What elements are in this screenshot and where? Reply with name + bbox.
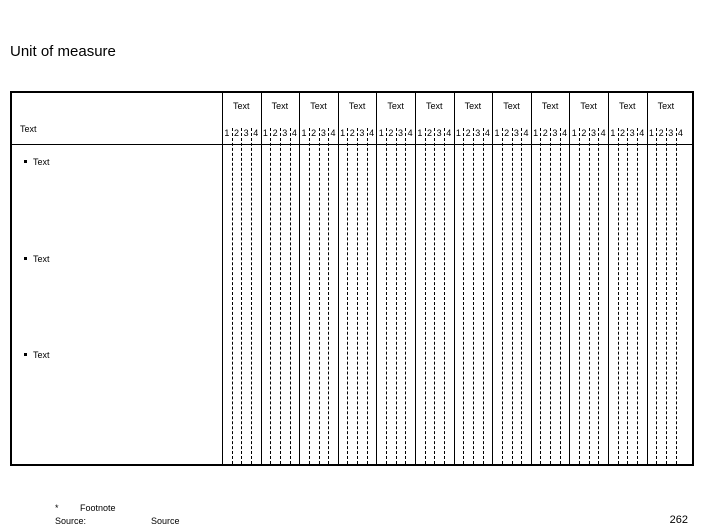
- sub-column-divider: [598, 128, 599, 464]
- sub-column-divider: [502, 128, 503, 464]
- table-row: [24, 157, 50, 167]
- column-header: Text: [541, 101, 559, 111]
- sub-column-divider: [637, 128, 638, 464]
- bullet-icon: [24, 160, 27, 163]
- row-label: Text: [33, 350, 50, 360]
- sub-column-header: 4: [523, 128, 529, 138]
- column-divider: [454, 93, 455, 464]
- table-row: [24, 350, 50, 360]
- page-number: 262: [669, 514, 688, 526]
- sub-column-header: 2: [233, 128, 239, 138]
- column-divider: [492, 93, 493, 464]
- sub-column-header: 1: [455, 128, 461, 138]
- sub-column-divider: [367, 128, 368, 464]
- sub-column-divider: [347, 128, 348, 464]
- sub-column-divider: [319, 128, 320, 464]
- sub-column-header: 3: [359, 128, 365, 138]
- sub-column-header: 1: [533, 128, 539, 138]
- sub-column-header: 2: [388, 128, 394, 138]
- sub-column-divider: [328, 128, 329, 464]
- source-line: [55, 516, 180, 526]
- source-label: Source:: [55, 516, 87, 526]
- sub-column-divider: [434, 128, 435, 464]
- sub-column-header: 4: [369, 128, 375, 138]
- sub-column-divider: [290, 128, 291, 464]
- sub-column-divider: [676, 128, 677, 464]
- column-divider: [608, 93, 609, 464]
- footnote: [55, 503, 116, 513]
- sub-column-divider: [550, 128, 551, 464]
- sub-column-header: 4: [484, 128, 490, 138]
- sub-column-header: 3: [552, 128, 558, 138]
- sub-column-header: 3: [320, 128, 326, 138]
- sub-column-divider: [473, 128, 474, 464]
- row-label: Text: [33, 254, 50, 264]
- sub-column-header: 3: [436, 128, 442, 138]
- page-title: Unit of measure: [10, 43, 116, 60]
- table-row: [24, 254, 50, 264]
- sub-column-header: 1: [378, 128, 384, 138]
- sub-column-divider: [540, 128, 541, 464]
- sub-column-header: 2: [426, 128, 432, 138]
- sub-column-header: 3: [591, 128, 597, 138]
- sub-column-header: 4: [330, 128, 336, 138]
- column-divider: [222, 93, 223, 464]
- column-divider: [376, 93, 377, 464]
- sub-column-header: 3: [629, 128, 635, 138]
- header-rule: [12, 144, 692, 145]
- sub-column-divider: [463, 128, 464, 464]
- sub-column-header: 2: [272, 128, 278, 138]
- sub-column-header: 4: [407, 128, 413, 138]
- sub-column-divider: [521, 128, 522, 464]
- sub-column-header: 1: [301, 128, 307, 138]
- sub-column-header: 3: [668, 128, 674, 138]
- sub-column-divider: [444, 128, 445, 464]
- column-divider: [647, 93, 648, 464]
- sub-column-divider: [483, 128, 484, 464]
- sub-column-divider: [251, 128, 252, 464]
- sub-column-header: 1: [417, 128, 423, 138]
- row-header-label: Text: [20, 124, 37, 134]
- column-header: Text: [580, 101, 597, 111]
- sub-column-header: 2: [465, 128, 471, 138]
- column-header: Text: [271, 101, 289, 111]
- sub-column-divider: [425, 128, 426, 464]
- column-header: Text: [657, 101, 675, 111]
- sub-column-header: 4: [600, 128, 606, 138]
- sub-column-divider: [627, 128, 628, 464]
- sub-column-divider: [396, 128, 397, 464]
- column-header: Text: [348, 101, 366, 111]
- sub-column-header: 4: [562, 128, 568, 138]
- sub-column-divider: [405, 128, 406, 464]
- sub-column-header: 4: [677, 128, 683, 138]
- sub-column-divider: [560, 128, 561, 464]
- sub-column-divider: [309, 128, 310, 464]
- sub-column-header: 4: [253, 128, 259, 138]
- column-divider: [299, 93, 300, 464]
- sub-column-header: 3: [243, 128, 249, 138]
- source-text: Source: [151, 516, 180, 526]
- bullet-icon: [24, 257, 27, 260]
- sub-column-header: 4: [639, 128, 645, 138]
- sub-column-header: 2: [658, 128, 664, 138]
- sub-column-divider: [357, 128, 358, 464]
- sub-column-divider: [656, 128, 657, 464]
- column-header: Text: [503, 101, 520, 111]
- footnote-text: Footnote: [80, 503, 116, 513]
- sub-column-header: 1: [571, 128, 577, 138]
- column-divider: [531, 93, 532, 464]
- sub-column-divider: [386, 128, 387, 464]
- sub-column-header: 1: [262, 128, 268, 138]
- sub-column-header: 2: [581, 128, 587, 138]
- bullet-icon: [24, 353, 27, 356]
- row-label: Text: [33, 157, 50, 167]
- sub-column-divider: [512, 128, 513, 464]
- sub-column-header: 4: [291, 128, 297, 138]
- sub-column-header: 4: [446, 128, 452, 138]
- sub-column-header: 2: [311, 128, 317, 138]
- sub-column-header: 2: [619, 128, 625, 138]
- data-table: [10, 91, 694, 466]
- sub-column-header: 1: [648, 128, 654, 138]
- sub-column-divider: [280, 128, 281, 464]
- sub-column-divider: [579, 128, 580, 464]
- sub-column-header: 1: [340, 128, 346, 138]
- column-divider: [569, 93, 570, 464]
- sub-column-header: 2: [349, 128, 355, 138]
- column-header: Text: [619, 101, 636, 111]
- sub-column-divider: [232, 128, 233, 464]
- sub-column-header: 2: [542, 128, 548, 138]
- sub-column-divider: [241, 128, 242, 464]
- sub-column-divider: [666, 128, 667, 464]
- sub-column-header: 1: [494, 128, 500, 138]
- sub-column-header: 3: [282, 128, 288, 138]
- footnote-mark: *: [55, 503, 59, 513]
- sub-column-header: 1: [610, 128, 616, 138]
- sub-column-divider: [270, 128, 271, 464]
- column-header: Text: [464, 101, 482, 111]
- sub-column-header: 3: [513, 128, 519, 138]
- column-header: Text: [387, 101, 404, 111]
- column-header: Text: [426, 101, 443, 111]
- column-divider: [415, 93, 416, 464]
- sub-column-header: 2: [504, 128, 510, 138]
- sub-column-header: 3: [475, 128, 481, 138]
- column-divider: [261, 93, 262, 464]
- sub-column-divider: [589, 128, 590, 464]
- column-header: Text: [233, 101, 250, 111]
- column-header: Text: [310, 101, 327, 111]
- sub-column-header: 3: [398, 128, 404, 138]
- column-divider: [338, 93, 339, 464]
- sub-column-header: 1: [224, 128, 230, 138]
- sub-column-divider: [618, 128, 619, 464]
